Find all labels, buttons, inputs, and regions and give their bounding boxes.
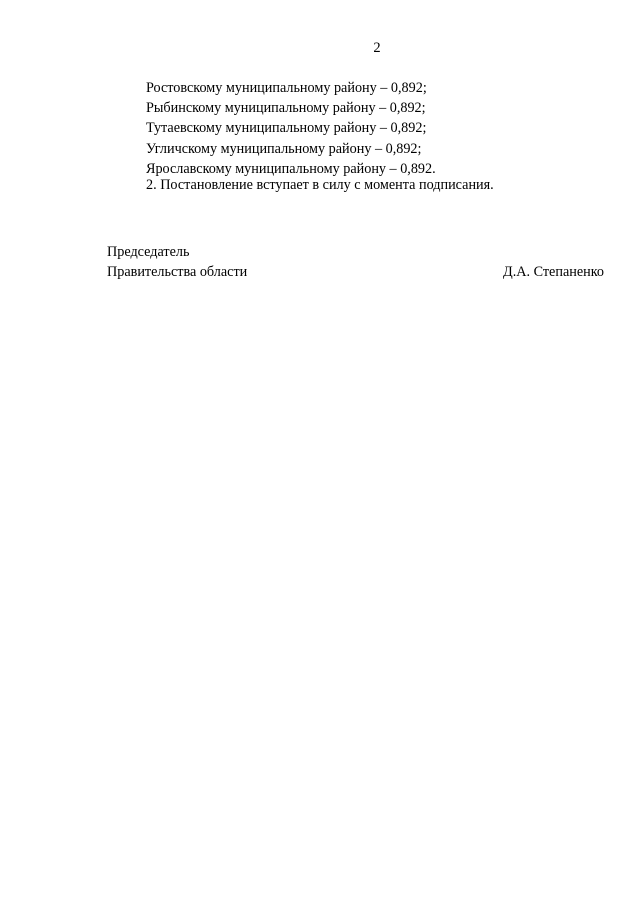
list-item: Тутаевскому муниципальному району – 0,892; (146, 120, 427, 137)
list-item: Ярославскому муниципальному району – 0,892. (146, 160, 436, 177)
signer-title-line-1: Председатель (107, 244, 190, 260)
list-item: Угличскому муниципальному району – 0,892; (146, 140, 422, 157)
signer-name: Д.А. Степаненко (503, 264, 604, 280)
signature-block (107, 242, 604, 282)
coefficient-list (146, 78, 436, 179)
signer-title-row (107, 262, 604, 282)
signer-title-line-2: Правительства области (107, 264, 248, 280)
list-item: Ростовскому муниципальному району – 0,892; (146, 80, 427, 96)
page-number: 2 (373, 40, 381, 56)
closing-clause: 2. Постановление вступает в силу с момента подписания. (146, 177, 494, 193)
list-item: Рыбинскому муниципальному району – 0,892; (146, 100, 426, 117)
